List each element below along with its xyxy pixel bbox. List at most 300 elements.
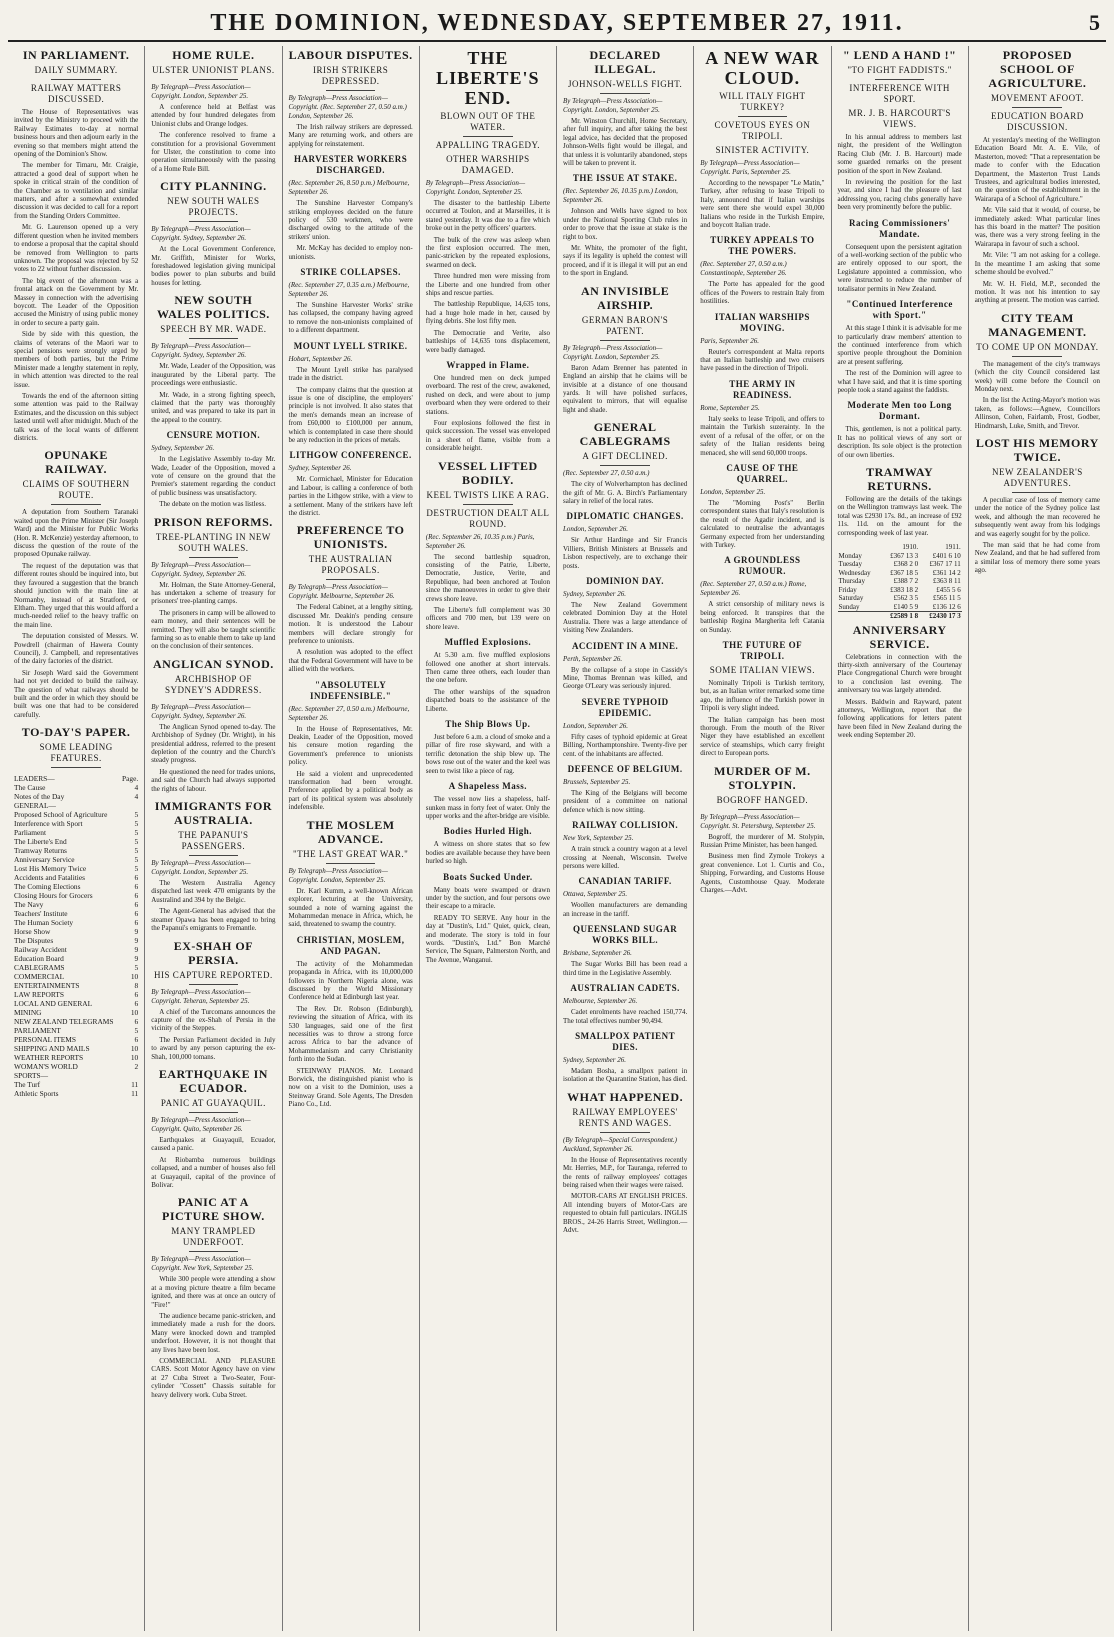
article-paragraph: Woollen manufacturers are demanding an increase in the tariff.: [563, 901, 688, 918]
contents-row: [14, 783, 138, 792]
article-paragraph: In the list the Acting-Mayor's motion was taken, as follows:—Agnew, Councillors Allinson, Cohen, Fairlamb, Frost, Godber, Hindmarsh, Luke, Smith, and Trevor.: [974, 396, 1100, 430]
article: [563, 876, 687, 918]
column-6: [694, 46, 831, 1631]
article-paragraph: The Mount Lyell strike has paralysed trade in the district.: [288, 365, 413, 383]
contents-page: 11: [131, 1080, 139, 1090]
article-paragraph: The Italian campaign has been most thorough. From the mouth of the River Niger they have established an excellent service of steamships, which carry freight direct to European ports.: [700, 715, 825, 758]
article-headline: IN PARLIAMENT.: [22, 48, 130, 62]
headline-rule: [600, 340, 650, 341]
article-subheading: SINISTER ACTIVITY.: [715, 145, 810, 155]
article-paragraph: The "Morning Post's" Berlin correspondent states that Italy's resolution is the result of the Agadir incident, and is calculated to neutralise the advantages Germany expected from her understanding with Turkey.: [700, 498, 825, 549]
article-dateline: (By Telegraph—Special Correspondent.) Auckland, September 26.: [563, 1135, 677, 1153]
article-subheading: "ABSOLUTELY INDEFENSIBLE.": [309, 679, 392, 701]
article-dateline: Brisbane, September 26.: [563, 949, 632, 958]
article-headline: EARTHQUAKE IN ECUADOR.: [158, 1066, 268, 1095]
contents-label: Athletic Sports: [14, 1089, 59, 1099]
column-5: [557, 46, 694, 1631]
contents-label: The Navy: [14, 900, 44, 910]
column-4: [420, 46, 557, 1631]
article-paragraph: The city of Wolverhampton has declined the gift of Mr. G. A. Birch's Parliamentary salary in relief of the local rates.: [563, 480, 688, 505]
article-subheading: ARCHBISHOP OF SYDNEY'S ADDRESS.: [165, 673, 262, 695]
contents-page: 6: [134, 1035, 139, 1045]
article-headline: WHAT HAPPENED.: [567, 1089, 684, 1104]
headline-rule: [51, 79, 101, 80]
tramway-cell: Thursday: [838, 577, 865, 585]
headline-rule: [1012, 356, 1062, 357]
article-paragraph: The debate on the motion was listless.: [159, 500, 266, 509]
article-headline: PRISON REFORMS.: [153, 514, 273, 529]
article-subheading: APPALLING TRAGEDY.: [435, 140, 541, 150]
tramway-cell: £383 18 2: [890, 585, 919, 594]
headline-rule: [738, 116, 788, 117]
article-headline: " LEND A HAND !": [842, 48, 957, 62]
article-dateline: By Telegraph—Press Association—Copyright. (Rec. September 27, 0.50 a.m.) London, September 26.: [288, 94, 407, 120]
contents-page: 10: [130, 972, 139, 982]
contents-row: [14, 792, 138, 801]
article-dateline: Sydney, September 26.: [151, 444, 215, 453]
article-subheading: ULSTER UNIONIST PLANS.: [152, 65, 275, 75]
contents-label: The Disputes: [14, 936, 54, 946]
tramway-header-cell: 1910.: [902, 543, 919, 551]
article-subheading: OTHER WARSHIPS DAMAGED.: [446, 154, 530, 175]
contents-page: 8: [134, 981, 139, 991]
article: [563, 173, 687, 277]
contents-page: 5: [134, 855, 139, 865]
article-paragraph: Mr. Wade, Leader of the Opposition, was inaugurated by the Liberal party. The proceedings were enthusiastic.: [151, 362, 276, 388]
article-subheading: DEFENCE OF BELGIUM.: [567, 764, 683, 775]
article-paragraph: According to the newspaper "Le Matin," Turkey, after refusing to lease Tripoli to Italy, announced that if Italian warships were sent there she would expel 30,000 Italians who reside in the Turkish Empire, and boycott Italian trade.: [700, 179, 825, 230]
article-paragraph: Mr. W. H. Field, M.P., seconded the motion. It was not his intention to say anything at present. The motion was carried.: [974, 279, 1100, 305]
contents-row: [14, 954, 138, 963]
contents-page: 9: [134, 945, 139, 955]
article-paragraph: The battleship Republique, 14,635 tons, had a huge hole made in her, caused by flying debris. She lost fifty men.: [425, 300, 550, 326]
article-dateline: London, September 25.: [700, 487, 766, 496]
contents-row: [14, 1080, 138, 1089]
article-paragraph: The bulk of the crew was asleep when the first explosion occurred. The men, panic-stricken by the repeated explosions, swarmed on deck.: [425, 235, 550, 269]
article: [289, 450, 413, 517]
article-subheading: NEW SOUTH WALES PROJECTS.: [167, 196, 260, 218]
article-paragraph: Nominally Tripoli is Turkish territory, but, as an Italian writer remarked some time ago, the influence of the Turkish power in Tripoli is very slight indeed.: [700, 678, 825, 713]
article-subheading: "THE LAST GREAT WAR.": [292, 848, 409, 859]
article-paragraph: The request of the deputation was that different routes should be inquired into, but they favoured a suggestion that the branch should junction with the main line at Normanby, instead of at Stratford, or Eltham. They urged that this would afford a much-needed relief to the heavy traffic on the main line.: [14, 561, 139, 629]
article-paragraph: The big event of the afternoon was a frontal attack on the Government by Mr. Massey in connection with the advertising boycott. The Leader of the Opposition accused the Ministry of using public money in order to secure a party gain.: [14, 276, 139, 327]
tramway-cell: £562 3 5: [893, 594, 919, 602]
article-headline: PANIC AT A PICTURE SHOW.: [162, 1195, 265, 1224]
contents-row: [14, 927, 138, 936]
contents-label: Accidents and Fatalities: [14, 873, 86, 883]
contents-row: [14, 810, 138, 819]
article-paragraph: Side by side with this question, the claims of veterans of the Maori war to special pensions were strongly urged by members of both parties, but the Prime Minister made a lengthy statement in reply, in which attention was directed to the real issue.: [14, 330, 139, 389]
article-subheading: JOHNSON-WELLS FIGHT.: [567, 79, 683, 89]
article-paragraph: At yesterday's meeting of the Wellington Education Board Mr. A. E. Vile, of Masterton, moved: "That a representation be made to confer with the Education Department, the Masterton Trust Lands Trustees, and agricultural bodies interested, on the question of the establishment in the Wairarapa of a School of Agriculture.": [974, 136, 1100, 203]
article-paragraph: Messrs. Baldwin and Rayward, patent attorneys, Wellington, report that the following applications for letters patent have been filed in New Zealand during the week ending September 20.: [837, 697, 962, 740]
contents-label: LAW REPORTS: [14, 990, 64, 1000]
article-paragraph: A witness on shore states that so few bodies are available because they have been hurled so high.: [425, 840, 550, 866]
article-paragraph: Johnson and Wells have signed to box under the National Sporting Club rules in order to prove that the issue at stake is the right to box.: [563, 207, 688, 241]
contents-row: [14, 1053, 138, 1062]
article-dateline: By Telegraph—Press Association—Copyright. New York, September 25.: [151, 1255, 254, 1273]
article-subheading: QUEENSLAND SUGAR WORKS BILL.: [572, 924, 678, 946]
tramway-row: [838, 594, 962, 603]
article-subheading: SOME ITALIAN VIEWS.: [709, 664, 816, 675]
article: [700, 463, 824, 549]
article-subheading: AUSTRALIAN CADETS.: [570, 983, 680, 994]
headline-rule: [189, 221, 239, 222]
article-subheading: CHRISTIAN, MOSLEM, AND PAGAN.: [296, 934, 405, 956]
article: [563, 420, 687, 505]
article-headline: DECLARED ILLEGAL.: [589, 48, 661, 76]
article-paragraph: A chief of the Turcomans announces the capture of the ex-Shah of Persia in the vicinity of the Steppes.: [151, 1007, 276, 1033]
headline-rule: [326, 863, 376, 864]
article: [426, 360, 550, 453]
article-paragraph: At the Local Government Conference, Mr. Griffith, Minister for Works, foreshadowed legislation giving municipal bodies power to plan suburbs and build houses for letting.: [151, 245, 276, 287]
tramway-cell: £388 7 2: [893, 577, 919, 585]
masthead: [8, 6, 1106, 42]
article-subheading: IRISH STRIKERS DEPRESSED.: [312, 65, 389, 86]
article: [289, 523, 413, 673]
article-headline: ANNIVERSARY SERVICE.: [852, 622, 947, 651]
contents-row: [14, 1071, 138, 1080]
article-paragraph: This, gentlemen, is not a political party. It has no political views of any sort or description. Its sole object is the protection of our own liberties.: [837, 425, 962, 459]
article-paragraph: The rest of the Dominion will agree to what I have said, and that it is time sporting people took a stand against the faddists.: [837, 369, 962, 394]
article-subheading: INTERFERENCE WITH SPORT.: [849, 83, 950, 104]
article-paragraph: The man said that he had come from New Zealand, and that he had suffered from a similar loss of memory there some years ago.: [974, 541, 1100, 575]
contents-row: [14, 981, 138, 990]
headline-rule: [600, 1132, 650, 1133]
contents-row: [14, 828, 138, 837]
headline-rule: [463, 504, 513, 505]
article-paragraph: Just before 6 a.m. a cloud of smoke and a pillar of fire rose skyward, and with a terrific detonation the ship blew up. The bows rose out of the water and the keel was seen to twist like a piece of rag.: [425, 733, 550, 775]
article: [975, 48, 1100, 305]
contents-row: [14, 855, 138, 864]
article-paragraph: Mr. Wade, in a strong fighting speech, claimed that the party was thoroughly united, and was prepared to take its part in the appeal to the country.: [151, 390, 276, 424]
article-subheading: DIPLOMATIC CHANGES.: [566, 511, 684, 522]
article-subheading: "TO FIGHT FADDISTS.": [847, 65, 952, 75]
contents-row: [14, 819, 138, 828]
article-subheading: THE AUSTRALIAN PROPOSALS.: [308, 554, 393, 576]
article-subheading: MR. J. B. HARCOURT'S VIEWS.: [848, 108, 951, 129]
contents-label: Anniversary Service: [14, 855, 75, 865]
article-dateline: (Rec. September 26, 8.50 p.m.) Melbourne, September 26.: [288, 179, 410, 197]
article-paragraph: The conference resolved to frame a constitution for a provisional Government for Ulster, the constitution to come into operation simultaneously with the passing of a Home Rule Bill.: [151, 131, 276, 173]
article-dateline: Sydney, September 26.: [563, 1055, 626, 1064]
article-subheading: ITALIAN WARSHIPS MOVING.: [714, 311, 810, 333]
article-subheading: EDUCATION BOARD DISCUSSION.: [991, 111, 1084, 132]
article: [700, 555, 824, 634]
contents-label: COMMERCIAL: [14, 972, 65, 982]
contents-row: [14, 909, 138, 918]
article: [426, 826, 550, 865]
article-subheading: BLOWN OUT OF THE WATER.: [440, 111, 536, 132]
contents-label: Interference with Sport: [14, 819, 83, 829]
article-paragraph: The House of Representatives was invited by the Ministry to proceed with the Railway Estimates to-day at normal business hours and then adjourn early in the evening so that members might attend the opening of the Dominion's Show.: [14, 108, 139, 159]
article-paragraph: Consequent upon the persistent agitation of a well-working section of the public who are entirely opposed to our sport, the Legislature appointed a commission, who were instructed to reduce the number of totalisator permits in New Zealand.: [837, 242, 962, 293]
column-2: [145, 46, 282, 1631]
contents-page: 10: [130, 1053, 139, 1063]
article-subheading: MOUNT LYELL STRIKE.: [293, 340, 408, 351]
article-dateline: (Rec. September 27, 0.50 a.m.) Melbourne, September 26.: [288, 704, 410, 722]
article-paragraph: The Sunshine Harvester Works' strike has collapsed, the company having agreed to remove the non-unionists complained of to a different department.: [288, 301, 413, 335]
contents-label: The Human Society: [14, 918, 74, 928]
article-dateline: By Telegraph—Press Association—Copyright. London, September 25.: [425, 179, 526, 196]
contents-row: [14, 801, 138, 810]
article-dateline: By Telegraph—Press Association—Copyright. Quito, September 26.: [151, 1115, 251, 1133]
contents-row: [14, 900, 138, 909]
contents-row: [14, 891, 138, 900]
article-dateline: Brussels, September 25.: [563, 778, 631, 787]
contents-row: [14, 1026, 138, 1035]
contents-page: 9: [134, 954, 139, 964]
article-dateline: By Telegraph—Press Association—Copyright. Sydney, September 26.: [151, 702, 251, 720]
article: [426, 781, 550, 820]
article-dateline: By Telegraph—Press Association—Copyright. Sydney, September 26.: [151, 225, 251, 243]
article-paragraph: Towards the end of the afternoon sitting some attention was paid to the Railway Estimates, and the discussion on this subject lasted until well after midnight. Much of the talk was of the local wants of different districts.: [14, 392, 139, 443]
contents-page: 5: [134, 819, 139, 829]
article-paragraph: READY TO SERVE. Any hour in the day at "Dustin's, Ltd." Quiet, quick, clean, and moderate. The story is told in four words. "Dustin's, Ltd." Bon Marché Service, The Square, Palmerston North, and The Avenue, Wanganui.: [425, 913, 550, 964]
article-headline: IMMIGRANTS FOR AUSTRALIA.: [154, 799, 273, 828]
headline-rule: [189, 79, 239, 80]
article-subheading: THE ARMY IN READINESS.: [729, 378, 796, 400]
article-paragraph: MOTOR-CARS AT ENGLISH PRICES. All intending buyers of Motor-Cars are requested to obtain full particulars. INGLIS BROS., 24-26 Harris Street, Wellington.—Advt.: [563, 1192, 688, 1234]
article-dateline: (Rec. September 26, 10.35 p.m.) London, September 26.: [563, 187, 678, 205]
contents-label: Horse Show: [14, 927, 51, 937]
article-paragraph: The Anglican Synod opened to-day. The Archbishop of Sydney (Dr. Wright), in his presidential address, referred to the present depletion of the country and the Church's steady progress.: [151, 722, 276, 765]
article-headline: GENERAL CABLEGRAMS: [579, 420, 671, 449]
headline-rule: [738, 809, 788, 810]
column-3: [283, 46, 420, 1631]
column-7: [832, 46, 969, 1631]
tramway-cell: £565 11 5: [933, 594, 961, 602]
contents-list: [14, 774, 138, 1098]
article-paragraph: A strict censorship of military news is being enforced. It transpires that the battleship Regina Margherita left Catania on Sunday.: [700, 600, 825, 634]
article-subheading: TO COME UP ON MONDAY.: [976, 341, 1099, 352]
article-subheading: CAUSE OF THE QUARREL.: [726, 462, 799, 484]
contents-page: 6: [134, 882, 139, 892]
tramway-row: [838, 577, 962, 586]
headline-rule: [189, 1251, 239, 1252]
contents-row: [14, 990, 138, 999]
article-paragraph: The Persian Parliament decided in July to award by any person capturing the ex-Shah, 100,000 tomans.: [151, 1035, 276, 1061]
article-paragraph: The Liberte's full complement was 30 officers and 700 men, but 139 were on shore leave.: [425, 606, 550, 631]
article: [563, 1031, 687, 1084]
page-number: 5: [1089, 10, 1100, 35]
tramway-total-cell: [838, 612, 881, 621]
article-subheading: DAILY SUMMARY.: [34, 65, 118, 75]
contents-row: [14, 918, 138, 927]
contents-row: [14, 882, 138, 891]
headline-rule: [189, 855, 239, 856]
contents-label: PERSONAL ITEMS: [14, 1035, 76, 1045]
article-headline: TO-DAY'S PAPER.: [21, 725, 131, 740]
article: [838, 465, 962, 537]
article-subheading: PANIC AT GUAYAQUIL.: [160, 1097, 266, 1108]
headline-rule: [189, 1112, 239, 1113]
contents-label: Proposed School of Agriculture: [14, 810, 108, 820]
contents-page: 6: [134, 891, 139, 901]
article: [563, 924, 687, 977]
contents-page: 6: [134, 990, 139, 1000]
contents-row: [14, 873, 138, 882]
article: [700, 48, 824, 229]
article: [426, 637, 550, 713]
article: [838, 218, 962, 293]
contents-page: 9: [134, 936, 139, 946]
contents-label: SHIPPING AND MAILS: [14, 1044, 90, 1054]
article: [838, 299, 962, 394]
article-subheading: SPEECH BY MR. WADE.: [160, 324, 267, 335]
headline-rule: [326, 90, 376, 91]
article-paragraph: In the House of Representatives recently Mr. Herries, M.P., for Tauranga, referred to the rents of railway employees' cottages being raised when their wages were raised.: [563, 1155, 688, 1189]
article-paragraph: Baron Adam Brenner has patented in England an airship that he claims will be invisible at a distance of one thousand yards. It will have polished surfaces, equivalent to mirrors, that will equalise light and shade.: [563, 363, 688, 414]
article-paragraph: He questioned the need for trades unions, and said the Church had always supported the rights of labour.: [151, 767, 276, 793]
contents-page: 5: [134, 1026, 139, 1036]
article-dateline: Sydney, September 26.: [288, 464, 352, 473]
tramway-cell: Tuesday: [838, 560, 862, 568]
contents-page: 6: [134, 873, 139, 883]
article-dateline: By Telegraph—Press Association—Copyright. Teheran, September 25.: [151, 987, 251, 1005]
article-paragraph: The deputation consisted of Messrs. W. Powdrell (chairman of Hawera County Council), J. Campbell, and representatives of the dairy factories of the district.: [14, 632, 139, 666]
article-paragraph: Dr. Karl Kumm, a well-known African explorer, lecturing at the University, sounded a note of warning against the Mohammedan menace in Africa, which, he said, threatened to swamp the country.: [288, 886, 413, 929]
article-paragraph: The member for Timaru, Mr. Craigie, attracted a good deal of support when he spoke in critical strain of the condition of the Chamber as to ventilation and similar matters, and after a somewhat extended discussion it was decided to call for a report from the Standing Orders Committee.: [14, 161, 139, 220]
article-subheading: HIS CAPTURE REPORTED.: [154, 969, 273, 980]
article: [151, 48, 275, 173]
contents-label: LEADERS—: [14, 774, 55, 784]
article-dateline: Ottawa, September 25.: [563, 890, 628, 899]
article: [151, 1067, 275, 1189]
article-paragraph: The company claims that the question at issue is one of discipline, the employers' principle is not involved. It also states that the men's demands mean an increase of from £60,000 to £100,000 per annum, which is contemplated in case there should be any reduction in the prices of metals.: [288, 385, 413, 444]
article-subheading: SMALLPOX PATIENT DIES.: [575, 1030, 676, 1052]
contents-label: The Cause: [14, 783, 46, 793]
article-subheading: GERMAN BARON'S PATENT.: [581, 314, 669, 336]
article-subheading: "Continued Interference with Sport.": [846, 299, 953, 321]
article-paragraph: The Sugar Works Bill has been read a third time in the Legislative Assembly.: [563, 960, 688, 977]
article-paragraph: Mr. McKay has decided to employ non-unionists.: [288, 244, 413, 261]
article-paragraph: Mr. Winston Churchill, Home Secretary, after full inquiry, and after taking the best legal advice, has decided that the proposed Johnson-Wells fight would be illegal, and that unless it is voluntarily abandoned, steps will be taken to prevent it.: [563, 117, 688, 168]
article-subheading: THE PAPANUI'S PASSENGERS.: [178, 830, 249, 852]
article-paragraph: Mr. G. Laurenson opened up a very different question when he invited members to endorse a proposal that the capital should be removed from Wellington to parts unknown. The proposal was rejected by 52 votes to 22 without further discussion.: [14, 223, 139, 274]
contents-label: MINING: [14, 1008, 42, 1018]
article-headline: THE MOSLEM ADVANCE.: [306, 817, 395, 846]
article-subheading: NEW ZEALANDER'S ADVENTURES.: [992, 466, 1083, 488]
contents-page: 5: [134, 846, 139, 856]
article: [289, 48, 413, 148]
article-headline: NEW SOUTH WALES POLITICS.: [156, 293, 270, 322]
article: [563, 764, 687, 814]
tramway-row: [838, 560, 962, 569]
article-subheading: RAILWAY MATTERS DISCUSSED.: [30, 83, 122, 104]
article: [975, 436, 1100, 575]
article-headline: MURDER OF M. STOLYPIN.: [714, 763, 811, 792]
contents-row: [14, 864, 138, 873]
article: [563, 48, 687, 167]
headline-rule: [189, 984, 239, 985]
contents-label: SPORTS—: [14, 1071, 49, 1081]
contents-label: GENERAL—: [14, 801, 56, 811]
article-headline: CITY TEAM MANAGEMENT.: [988, 310, 1087, 339]
article: [151, 293, 275, 424]
article-paragraph: Many boats were swamped or drawn under by the suction, and four persons owe their escape to a miracle.: [425, 885, 550, 911]
article-headline: LOST HIS MEMORY TWICE.: [975, 435, 1099, 464]
contents-page: 5: [134, 837, 139, 847]
headline-rule: [463, 136, 513, 137]
contents-label: The Turf: [14, 1080, 41, 1090]
article-headline: HOME RULE.: [172, 48, 255, 62]
article-paragraph: The King of the Belgians will become president of a committee on national defence which is now sitting.: [563, 789, 688, 814]
tramway-cell: Wednesday: [838, 568, 871, 577]
tramway-row: [838, 586, 962, 595]
article-paragraph: The Sunshine Harvester Company's striking employees decided on the future policy of 530 workmen, who were discharged owing to the attitude of the strikers' union.: [288, 199, 413, 241]
article-paragraph: Italy seeks to lease Tripoli, and offers to maintain the Turkish suzerainty. In the event of a refusal of the offer, or on the safety of the Italian residents being menaced, she will send 60,000 troops.: [700, 414, 825, 457]
article-headline: AN INVISIBLE AIRSHIP.: [580, 283, 670, 312]
article: [151, 515, 275, 651]
article: [289, 154, 413, 261]
article-subheading: MANY TRAMPLED UNDERFOOT.: [171, 1226, 256, 1248]
article-paragraph: Sir Arthur Hardinge and Sir Francis Villiers, British Ministers at Brussels and Lisbon respectively, are to exchange their posts.: [563, 536, 688, 570]
article: [151, 799, 275, 932]
tramway-cell: £367 18 5: [890, 568, 919, 577]
tramway-cell: £136 12 6: [932, 602, 961, 611]
article-subheading: Moderate Men too Long Dormant.: [847, 400, 952, 422]
article-subheading: Muffled Explosions.: [444, 637, 532, 648]
article-paragraph: Mr. White, the promoter of the fight, says if its legality is upheld the contest will proceed, and if it is illegal it will put an end to the sport in England.: [563, 244, 688, 278]
article: [289, 935, 413, 1109]
contents-page: 10: [130, 1008, 139, 1018]
article-paragraph: The Democratie and Verite, also battleships of 14,635 tons displacement, were badly damaged.: [425, 328, 550, 354]
contents-row: [14, 846, 138, 855]
article: [700, 312, 824, 373]
article-dateline: By Telegraph—Press Association—Copyright. London, September 25.: [563, 97, 663, 114]
contents-label: Education Board: [14, 954, 64, 964]
article: [975, 311, 1100, 430]
article-paragraph: The Rev. Dr. Robson (Edinburgh), reviewing the situation of Africa, with its 530 languages, said one of the first necessities was to throw a strong force across Africa to bar the advance of Mohammedanism and carry Christianity forth into the Sudan.: [288, 1004, 413, 1064]
headline-rule: [1012, 492, 1062, 493]
article-paragraph: Business men find Zymole Trokeys a great convenience. Lot 1. Curtis and Co., Shipping, Forwarding, and Customs House Agents, Customhouse Quay. Moderate Charges.—Advt.: [700, 852, 825, 895]
article-paragraph: A deputation from Southern Taranaki waited upon the Prime Minister (Sir Joseph Ward) and the Minister for Public Works (Hon. R. McKenzie) yesterday afternoon, to discuss the question of the route of the proposed Opunake railway.: [14, 508, 139, 559]
article-paragraph: In his annual address to members last night, the president of the Wellington Racing Club (Mr. J. B. Harcourt) made some guarded remarks on the present position of the sport in New Zealand.: [837, 133, 962, 175]
contents-label: CABLEGRAMS: [14, 963, 65, 973]
article-paragraph: Following are the details of the takings on the Wellington tramways last week. The total was £2930 17s. 8d., an increase of £92 11s. 11d. on the amount for the corresponding week of last year.: [837, 494, 962, 537]
article-paragraph: The disaster to the battleship Liberte occurred at Toulon, and at Marseilles, it is stated yesterday. It was due to a fire which broke out in the petty officers' quarters.: [425, 199, 550, 233]
article-headline: PREFERENCE TO UNIONISTS.: [296, 523, 405, 552]
article-paragraph: The Irish railway strikers are depressed. Many are returning work, and others are applying for reinstatement.: [288, 123, 413, 148]
article-subheading: DOMINION DAY.: [586, 575, 665, 586]
article: [289, 680, 413, 812]
article-paragraph: A resolution was adopted to the effect that the Federal Government will have to be allied with the workers.: [288, 648, 413, 674]
article: [289, 267, 413, 335]
article: [838, 623, 962, 740]
article: [151, 939, 275, 1061]
article-dateline: Perth, September 26.: [563, 654, 623, 663]
article-subheading: The Ship Blows Up.: [445, 719, 531, 730]
article-paragraph: The other warships of the squadron dispatched boats to the assistance of the Liberte.: [425, 687, 550, 713]
article-paragraph: A peculiar case of loss of memory came under the notice of the Sydney police last week, and although the man recovered he subsequently went away from his lodgings and was eagerly sought for by the police.: [974, 495, 1100, 538]
contents-row: [14, 999, 138, 1008]
article-subheading: Bodies Hurled High.: [443, 826, 532, 837]
article-subheading: SOME LEADING FEATURES.: [39, 742, 113, 764]
article-paragraph: The audience became panic-stricken, and immediately made a rush for the doors. Many were knocked down and trampled underfoot. However, it is not thought that any lives have been lost.: [151, 1312, 276, 1354]
contents-row: [14, 1089, 138, 1098]
article-paragraph: A conference held at Belfast was attended by four hundred delegates from Unionist clubs and Orange lodges.: [151, 103, 276, 128]
article-subheading: DESTRUCTION DEALT ALL ROUND.: [426, 507, 550, 529]
contents-label: Tramway Returns: [14, 846, 67, 856]
contents-page: Page.: [122, 774, 139, 784]
tramway-table: [838, 543, 962, 621]
article-subheading: A GIFT DECLINED.: [582, 451, 668, 462]
contents-row: [14, 837, 138, 846]
article-subheading: HARVESTER WORKERS DISCHARGED.: [293, 154, 408, 176]
contents-label: NEW ZEALAND TELEGRAMS: [14, 1017, 114, 1027]
article-paragraph: By the collapse of a stope in Cassidy's Mine, Thomas Brennan was killed, and George O'Leary was seriously injured.: [563, 665, 688, 691]
